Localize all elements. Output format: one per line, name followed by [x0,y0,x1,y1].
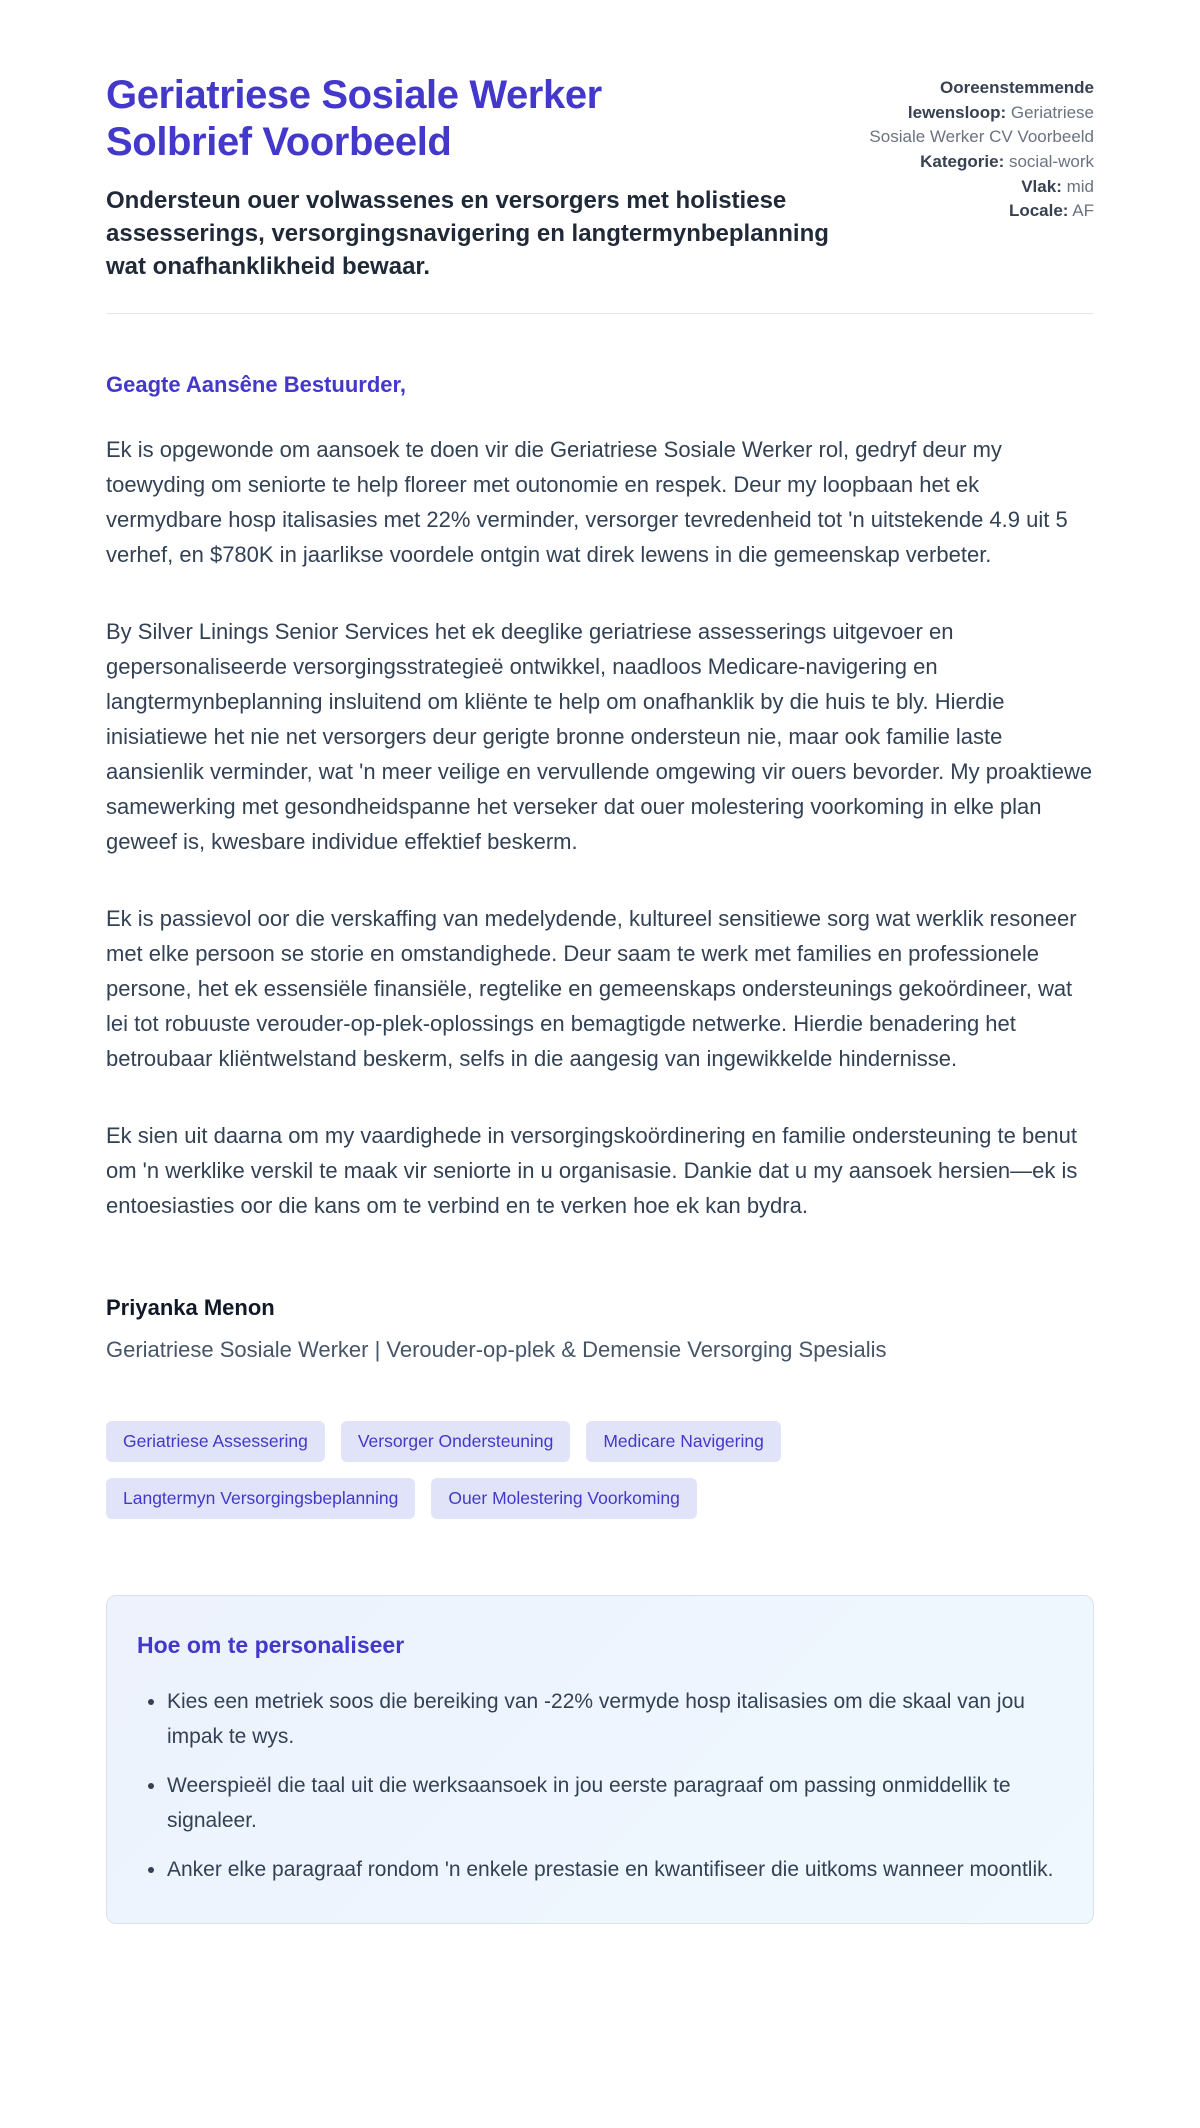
meta-value: social-work [1008,151,1094,171]
meta-category [869,150,1094,175]
cover-letter-body [106,370,1094,1365]
signature-name: Priyanka Menon [106,1294,275,1320]
tag-chip-medicare-navigation[interactable]: Medicare Navigering [586,1421,781,1462]
page [106,0,1094,1988]
tag-chip-longterm-care-planning[interactable]: Langtermyn Versorgingsbeplanning [106,1478,415,1519]
header-divider [106,313,1094,314]
meta-value: mid [1066,176,1094,196]
meta-value: AF [1072,201,1094,221]
signature-role: Geriatriese Sosiale Werker | Verouder-op-plek & Demensie Versorging Spesialis [106,1336,887,1362]
letter-paragraph: Ek is passievol oor die verskaffing van medelydende, kultureel sensitiewe sorg wat werklik resoneer met elke persoon se storie en omstandighede. Deur saam te werk met families en professionele persone, het ek essensiële finansiële, regtelike en gemeenskaps ondersteunings gekoördineer, wat lei tot robuuste verouder-op-plek-oplossings en bemagtigde netwerke. Hierdie benadering het betroubaar kliëntwelstand beskerm, selfs in die aangesig van ingewikkelde hindernisse. [106,905,1077,1071]
tip-item: • Weerspieël die taal uit die werksaansoek in jou eerste paragraaf om passing onmiddellik te signaleer. [167,1768,1063,1838]
personalization-tips-box [106,1595,1094,1924]
tag-chip-caregiver-support[interactable]: Versorger Ondersteuning [341,1421,571,1462]
tips-list [137,1684,1063,1887]
tag-chip-elder-abuse-prevention[interactable]: Ouer Molestering Voorkoming [431,1478,697,1519]
tips-title: Hoe om te personaliseer [137,1631,405,1658]
letter-paragraph: Ek sien uit daarna om my vaardighede in versorgingskoördinering en familie ondersteuning te benut om 'n werklike verskil te maak vir seniorte in u organisasie. Dankie dat u my aansoek hersien—ek is entoesiasties oor die kans om te verbind en te verken hoe ek kan bydra. [106,1122,1078,1218]
header [106,72,1094,283]
meta-label: Vlak: [1021,176,1062,196]
page-title: Geriatriese Sosiale Werker Solbrief Voorbeeld [106,73,602,164]
meta-label: Locale: [1008,201,1069,221]
tag-chip-geriatric-assessment[interactable]: Geriatriese Assessering [106,1421,325,1462]
meta-label: Ooreenstemmende lewensloop: [907,78,1094,122]
signature-block [106,1293,1094,1365]
letter-paragraph: By Silver Linings Senior Services het ek deeglike geriatriese assesserings uitgevoer en gepersonaliseerde versorgingsstrategieë ontwikkel, naadloos Medicare-navigering en langtermynbeplanning insluitend om kliënte te help om onafhanklik by die huis te bly. Hierdie inisiatiewe het nie net versorgers deur gerigte bronne ondersteun nie, maar ook familie laste aansienlik verminder, wat 'n meer veilige en vervullende omgewing vir ouers bevorder. My proaktiewe samewerking met gesondheidspanne het verseker dat ouer molestering voorkoming in elke plan geweef is, kwesbare individue effektief beskerm. [106,618,1093,854]
letter-greeting: Geagte Aansêne Bestuurder, [106,371,406,397]
page-subtitle: Ondersteun ouer volwassenes en versorgers met holistiese assesserings, versorgingsnavigering en langtermynbeplanning wat onafhanklikheid bewaar. [106,186,829,280]
skill-tags [106,1421,1006,1519]
tip-item: • Anker elke paragraaf rondom 'n enkele prestasie en kwantifiseer die uitkoms wanneer moontlik. [167,1852,1063,1887]
tip-item: • Kies een metriek soos die bereiking van -22% vermyde hosp italisasies om die skaal van jou impak te wys. [167,1684,1063,1754]
meta-panel [869,72,1094,224]
header-text-block [106,72,833,283]
letter-paragraph: Ek is opgewonde om aansoek te doen vir die Geriatriese Sosiale Werker rol, gedryf deur my toewyding om seniorte te help floreer met outonomie en respek. Deur my loopbaan het ek vermydbare hosp italisasies met 22% verminder, versorger tevredenheid tot 'n uitstekende 4.9 uit 5 verhef, en $780K in jaarlikse voordele ontgin wat direk lewens in die gemeenskap verbeter. [106,436,1068,567]
meta-value: Geriatriese Sosiale Werker CV Voorbeeld [869,102,1094,147]
meta-locale [869,199,1094,224]
meta-level [869,175,1094,200]
meta-matching-resume [869,76,1094,150]
meta-label: Kategorie: [920,151,1005,171]
